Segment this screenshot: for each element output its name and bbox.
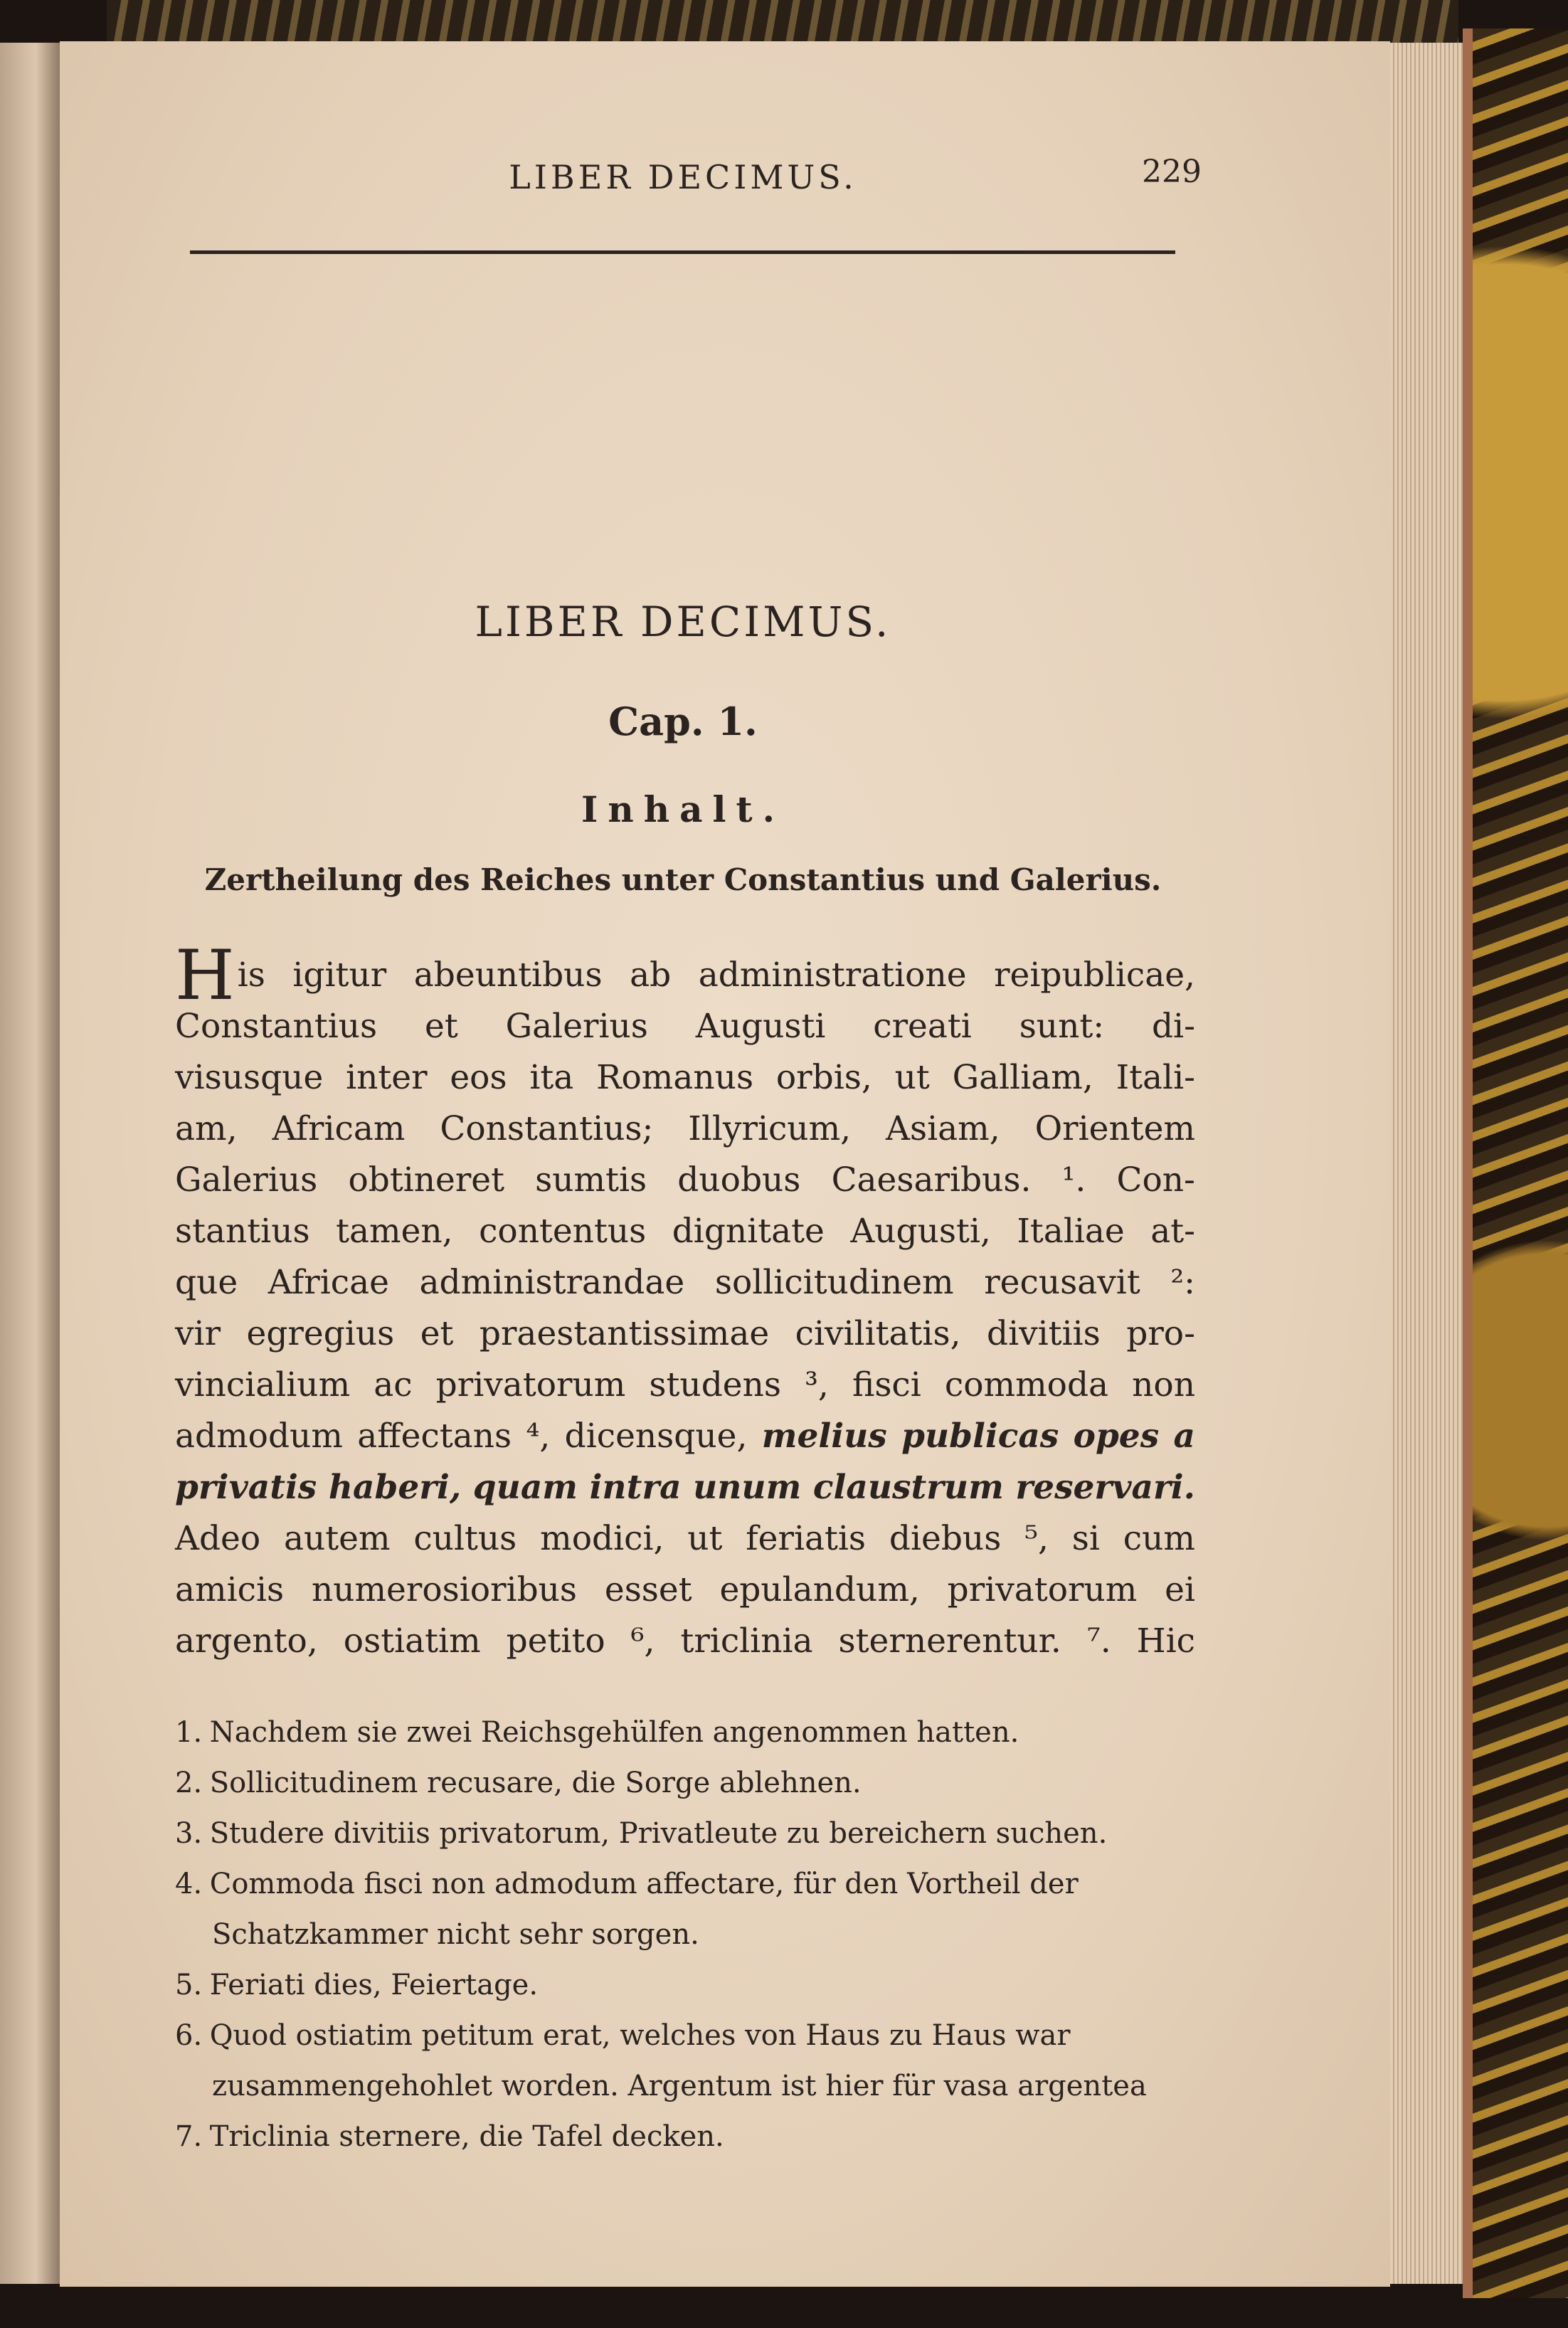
word: obtineret	[348, 1160, 505, 1200]
word: Galerius	[505, 1007, 648, 1046]
footnote	[175, 1859, 1195, 1910]
word: ac	[374, 1365, 413, 1404]
word: Adeo	[175, 1519, 261, 1558]
italic-word: reservari.	[1015, 1468, 1195, 1507]
word: ostiatim	[343, 1621, 481, 1661]
body-line	[175, 1257, 1195, 1308]
word: vincialium	[175, 1365, 351, 1404]
word: ei	[1165, 1570, 1195, 1609]
word: ²:	[1170, 1263, 1195, 1302]
word: ⁷.	[1086, 1621, 1111, 1661]
italic-word: a	[1173, 1417, 1195, 1456]
footnote-text: Sollicitudinem recusare, die Sorge ablehnen.	[209, 1767, 862, 1799]
italic-word: haberi,	[328, 1468, 462, 1507]
word: inter	[346, 1058, 428, 1097]
marbled-cover	[1463, 28, 1568, 2298]
footnote	[175, 1910, 1195, 1960]
word: ³,	[805, 1365, 829, 1404]
chapter-heading: Cap. 1.	[608, 699, 758, 744]
word: argento,	[175, 1621, 318, 1661]
word: autem	[283, 1519, 391, 1558]
running-head: LIBER DECIMUS.	[509, 158, 857, 196]
facing-page-edge	[0, 43, 60, 2284]
chapter-summary: Zertheilung des Reiches unter Constantius und Galerius.	[204, 862, 1162, 897]
word: praestantissimae	[479, 1314, 770, 1353]
word: sternerentur.	[838, 1621, 1061, 1661]
word: am,	[175, 1109, 238, 1148]
word: commoda	[944, 1365, 1109, 1404]
footnote-text: zusammengehohlet worden. Argentum ist hier für vasa argentea	[212, 2070, 1147, 2102]
word: studens	[649, 1365, 781, 1404]
word: Augusti	[695, 1007, 826, 1046]
word: Africam	[272, 1109, 406, 1148]
word: diebus	[889, 1519, 1002, 1558]
body-line	[175, 1206, 1195, 1257]
word: Constantius;	[440, 1109, 654, 1148]
footnote-number: 4.	[175, 1868, 203, 1900]
word: sollicitudinem	[714, 1263, 954, 1302]
word: privatorum	[435, 1365, 626, 1404]
word: Galerius	[175, 1160, 318, 1200]
footnote	[175, 2011, 1195, 2061]
word: Caesaribus.	[831, 1160, 1032, 1200]
word: di-	[1151, 1007, 1195, 1046]
footnote-text: Schatzkammer nicht sehr sorgen.	[212, 1918, 699, 1951]
body-line	[175, 1155, 1195, 1206]
word: orbis,	[775, 1058, 872, 1097]
word: egregius	[246, 1314, 395, 1353]
word: Africae	[267, 1263, 389, 1302]
footnote	[175, 1708, 1195, 1758]
italic-word: opes	[1073, 1417, 1160, 1456]
word: modici,	[540, 1519, 664, 1558]
word: ¹.	[1061, 1160, 1086, 1200]
word: epulandum,	[719, 1570, 920, 1609]
word: Itali-	[1116, 1058, 1195, 1097]
body-line	[175, 1001, 1195, 1052]
word: Hic	[1136, 1621, 1195, 1661]
word: duobus	[677, 1160, 801, 1200]
body-line	[175, 1565, 1195, 1616]
word: petito	[506, 1621, 605, 1661]
footnote-text: Commoda fisci non admodum affectare, für den Vortheil der	[209, 1868, 1079, 1900]
italic-word: quam	[472, 1468, 578, 1507]
word: Constantius	[175, 1007, 378, 1046]
footnote-text: Quod ostiatim petitum erat, welches von Haus zu Haus war	[209, 2019, 1071, 2052]
italic-word: melius	[761, 1417, 887, 1456]
word: recusavit	[984, 1263, 1140, 1302]
word: ⁵,	[1024, 1519, 1049, 1558]
drop-cap: H	[175, 936, 235, 1015]
footnote	[175, 2112, 1195, 2162]
word: administrandae	[419, 1263, 685, 1302]
word: triclinia	[680, 1621, 813, 1661]
word: cultus	[413, 1519, 517, 1558]
footnote-number: 7.	[175, 2120, 203, 2153]
word: pro-	[1126, 1314, 1195, 1353]
word: feriatis	[746, 1519, 867, 1558]
footnote-text: Feriati dies, Feiertage.	[209, 1969, 539, 2001]
footnote-number: 1.	[175, 1716, 203, 1749]
body-line	[175, 1052, 1195, 1104]
word: esset	[604, 1570, 692, 1609]
body-text	[175, 936, 1195, 1667]
footnote	[175, 2061, 1195, 2112]
book-title: LIBER DECIMUS.	[475, 598, 891, 646]
word: numerosioribus	[311, 1570, 578, 1609]
word: sumtis	[535, 1160, 647, 1200]
word: ⁶,	[630, 1621, 655, 1661]
italic-word: publicas	[901, 1417, 1059, 1456]
body-line	[175, 1411, 1195, 1462]
contents-heading: Inhalt.	[581, 788, 785, 830]
word: at-	[1150, 1212, 1195, 1251]
word: Orientem	[1034, 1109, 1195, 1148]
footnotes	[175, 1708, 1195, 2162]
footnote-number: 5.	[175, 1969, 203, 2001]
word: Con-	[1116, 1160, 1195, 1200]
page-number: 229	[1142, 154, 1202, 190]
italic-word: unum	[693, 1468, 802, 1507]
word: vir	[175, 1314, 221, 1353]
body-line-text: is igitur abeuntibus ab administratione reipublicae,	[237, 956, 1195, 995]
word: admodum	[175, 1417, 343, 1456]
word: ita	[529, 1058, 574, 1097]
word: contentus	[479, 1212, 647, 1251]
footnote-text: Studere divitiis privatorum, Privatleute zu bereichern suchen.	[209, 1817, 1108, 1850]
footnote	[175, 1758, 1195, 1809]
body-line	[175, 1513, 1195, 1565]
word: ut	[894, 1058, 930, 1097]
word: divitiis	[986, 1314, 1101, 1353]
book-spine-top	[107, 0, 1458, 43]
italic-word: claustrum	[812, 1468, 1004, 1507]
word: dicensque,	[564, 1417, 748, 1456]
word: Augusti,	[850, 1212, 991, 1251]
italic-word: intra	[589, 1468, 682, 1507]
word: sunt:	[1019, 1007, 1105, 1046]
footnote-number: 2.	[175, 1767, 203, 1799]
word: fisci	[852, 1365, 921, 1404]
word: et	[425, 1007, 458, 1046]
body-line	[175, 1616, 1195, 1667]
word: affectans	[357, 1417, 512, 1456]
body-line	[175, 1360, 1195, 1411]
word: si	[1071, 1519, 1100, 1558]
word: amicis	[175, 1570, 285, 1609]
body-line	[175, 1104, 1195, 1155]
word: et	[420, 1314, 454, 1353]
footnote-text: Triclinia sternere, die Tafel decken.	[209, 2120, 724, 2153]
word: Galliam,	[952, 1058, 1093, 1097]
word: privatorum	[947, 1570, 1138, 1609]
word: civilitatis,	[795, 1314, 961, 1353]
word: creati	[873, 1007, 972, 1046]
word: non	[1132, 1365, 1195, 1404]
body-line	[175, 1308, 1195, 1360]
word: tamen,	[336, 1212, 453, 1251]
body-line	[175, 936, 1195, 1015]
header-rule	[190, 250, 1175, 254]
page-edges	[1390, 43, 1463, 2284]
body-line	[175, 1462, 1195, 1513]
word: ⁴,	[526, 1417, 551, 1456]
italic-word: privatis	[175, 1468, 317, 1507]
word: Asiam,	[886, 1109, 1000, 1148]
word: Romanus	[596, 1058, 754, 1097]
footnote-text: Nachdem sie zwei Reichsgehülfen angenommen hatten.	[209, 1716, 1019, 1749]
footnote-number: 3.	[175, 1817, 203, 1850]
word: cum	[1123, 1519, 1195, 1558]
footnote	[175, 1960, 1195, 2011]
word: que	[175, 1263, 238, 1302]
word: stantius	[175, 1212, 310, 1251]
word: ut	[687, 1519, 723, 1558]
footnote-number: 6.	[175, 2019, 203, 2052]
word: visusque	[175, 1058, 324, 1097]
footnote	[175, 1809, 1195, 1859]
word: Italiae	[1017, 1212, 1125, 1251]
word: eos	[450, 1058, 507, 1097]
word: Illyricum,	[688, 1109, 852, 1148]
word: dignitate	[672, 1212, 825, 1251]
